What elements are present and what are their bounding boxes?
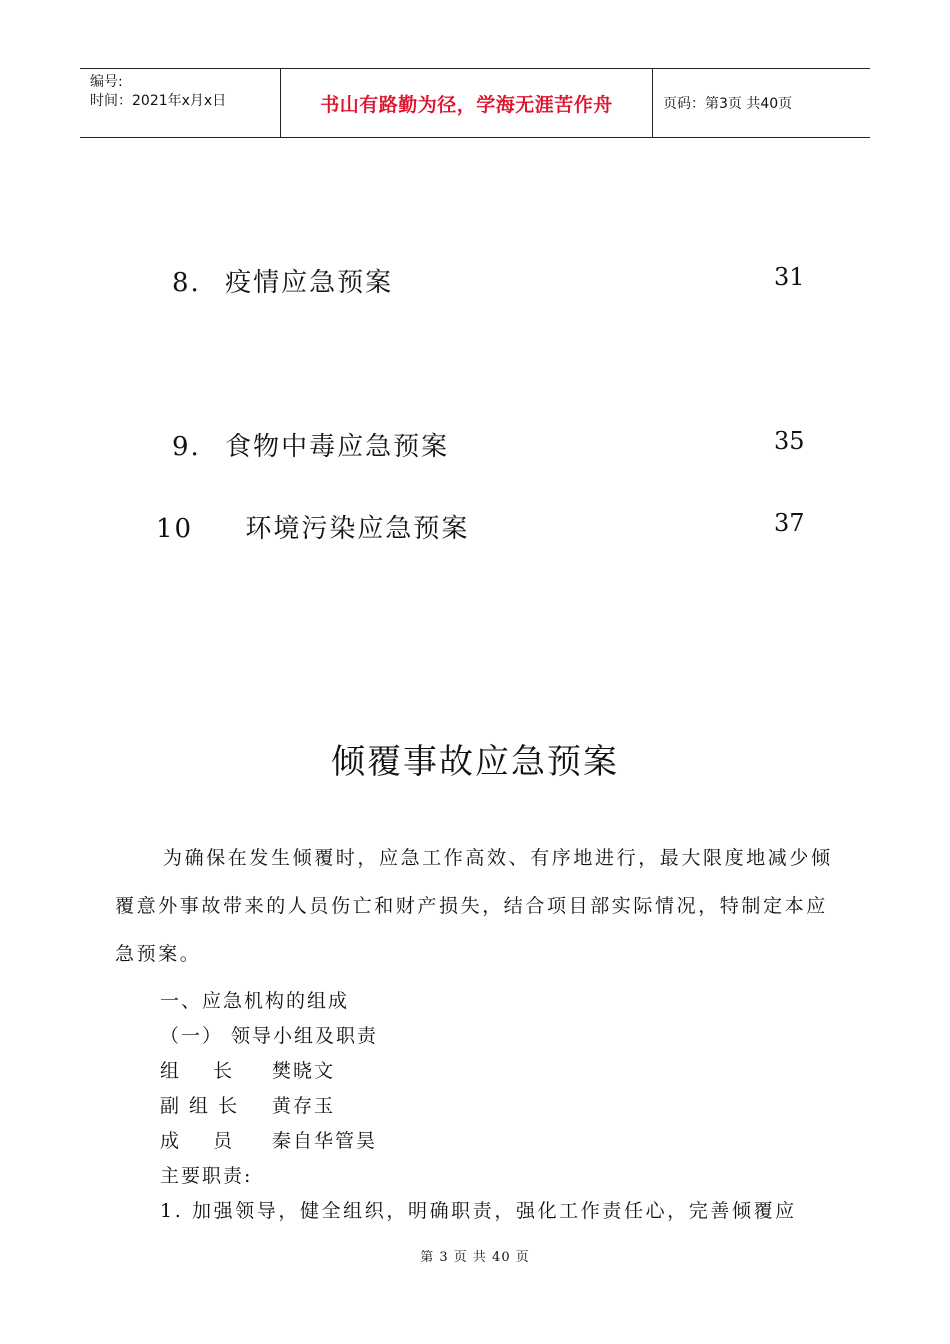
member-name: 樊晓文 xyxy=(272,1060,336,1082)
member-role: 成 员 xyxy=(160,1130,235,1152)
toc-title: 环境污染应急预案 xyxy=(245,514,470,544)
toc-page-number: 35 xyxy=(774,427,805,455)
subsection-heading: （一） 领导小组及职责 xyxy=(160,1025,379,1047)
member-row xyxy=(160,1056,335,1083)
member-role: 组 长 xyxy=(160,1060,235,1082)
toc-page-number: 37 xyxy=(774,509,805,537)
member-name: 秦自华管昊 xyxy=(272,1130,378,1152)
toc-number: 9. xyxy=(172,432,201,462)
member-row xyxy=(160,1091,335,1118)
section-heading: 一、应急机构的组成 xyxy=(160,990,350,1012)
duty-item: 1. 加强领导，健全组织，明确职责，强化工作责任心，完善倾覆应 xyxy=(160,1200,797,1222)
header-motto: 书山有路勤为径，学海无涯苦作舟 xyxy=(281,69,653,137)
member-role: 副 组 长 xyxy=(160,1095,240,1117)
number-label: 编号: xyxy=(90,74,123,90)
member-row xyxy=(160,1126,377,1153)
document-title: 倾覆事故应急预案 xyxy=(331,742,619,782)
page-header xyxy=(80,68,870,138)
intro-paragraph: 为确保在发生倾覆时，应急工作高效、有序地进行，最大限度地减少倾覆意外事故带来的人员伤亡和财产损失，结合项目部实际情况，特制定本应急预案。 xyxy=(115,847,833,965)
toc-title: 食物中毒应急预案 xyxy=(225,432,450,462)
time-label: 时间：2021年x月x日 xyxy=(90,93,227,109)
toc-item[interactable] xyxy=(156,508,469,545)
header-meta xyxy=(80,69,281,137)
toc-number: 8. xyxy=(172,268,201,298)
header-page-info: 页码：第3页 共40页 xyxy=(663,96,793,112)
toc-number: 10 xyxy=(156,514,194,544)
member-name: 黄存玉 xyxy=(272,1095,336,1117)
toc-page-number: 31 xyxy=(774,263,805,291)
toc-item[interactable] xyxy=(172,262,393,299)
page-footer: 第 3 页 共 40 页 xyxy=(420,1250,530,1265)
toc-item[interactable] xyxy=(172,426,449,463)
toc-title: 疫情应急预案 xyxy=(225,268,394,298)
duties-label: 主要职责: xyxy=(160,1165,253,1187)
